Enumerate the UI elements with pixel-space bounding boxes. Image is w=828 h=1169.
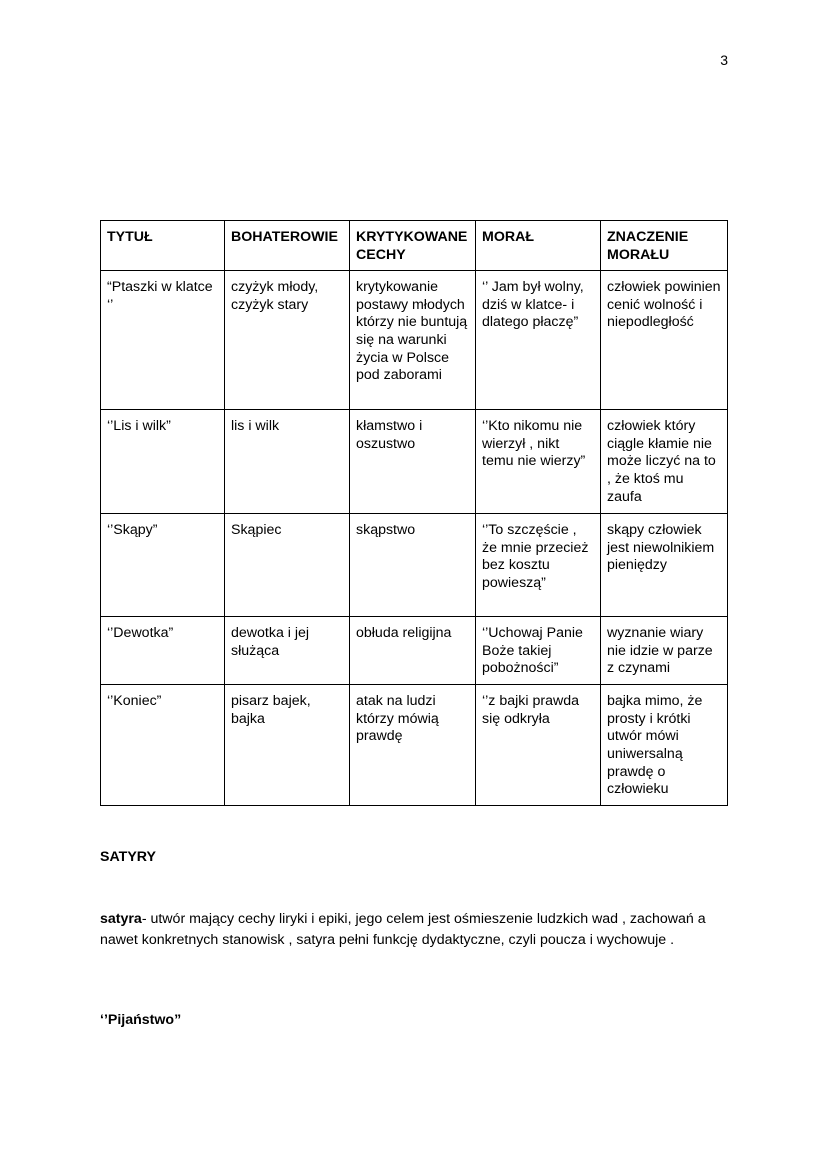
cell-title: ‘’Dewotka” <box>101 617 225 685</box>
cell-title: ‘’Skąpy” <box>101 514 225 617</box>
cell-moral-meaning: wyznanie wiary nie idzie w parze z czynami <box>601 617 728 685</box>
satire-title: ‘’Pijaństwo” <box>100 1012 182 1028</box>
header-title: TYTUŁ <box>101 221 225 271</box>
cell-criticized-traits: obłuda religijna <box>350 617 476 685</box>
definition-paragraph <box>100 909 740 951</box>
cell-moral: ‘’ Jam był wolny, dziś w klatce- i dlatego płaczę” <box>476 271 601 410</box>
table-row <box>101 271 728 410</box>
cell-moral: ‘’Kto nikomu nie wierzył , nikt temu nie wierzy” <box>476 410 601 514</box>
cell-characters: dewotka i jej służąca <box>225 617 350 685</box>
cell-moral: ‘’To szczęście , że mnie przecież bez kosztu powieszą” <box>476 514 601 617</box>
cell-criticized-traits: atak na ludzi którzy mówią prawdę <box>350 685 476 806</box>
definition-text: - utwór mający cechy liryki i epiki, jego celem jest ośmieszenie ludzkich wad , zachowań a nawet konkretnych stanowisk , satyra pełni funkcję dydaktyczne, czyli poucza i wychowuje . <box>100 911 706 948</box>
cell-characters: pisarz bajek, bajka <box>225 685 350 806</box>
cell-criticized-traits: krytykowanie postawy młodych którzy nie buntują się na warunki życia w Polsce pod zaborami <box>350 271 476 410</box>
table-row <box>101 410 728 514</box>
cell-moral: ‘’Uchowaj Panie Boże takiej pobożności” <box>476 617 601 685</box>
cell-characters: czyżyk młody, czyżyk stary <box>225 271 350 410</box>
cell-characters: lis i wilk <box>225 410 350 514</box>
header-criticized-traits: KRYTYKOWANE CECHY <box>350 221 476 271</box>
fables-table <box>100 220 728 806</box>
table-header-row <box>101 221 728 271</box>
cell-moral-meaning: skąpy człowiek jest niewolnikiem pieniędzy <box>601 514 728 617</box>
header-characters: BOHATEROWIE <box>225 221 350 271</box>
table-row <box>101 514 728 617</box>
table-row <box>101 685 728 806</box>
page-number: 3 <box>720 52 728 68</box>
cell-title: ‘’Koniec” <box>101 685 225 806</box>
header-moral: MORAŁ <box>476 221 601 271</box>
cell-title: “Ptaszki w klatce ‘’ <box>101 271 225 410</box>
table-row <box>101 617 728 685</box>
cell-title: ‘’Lis i wilk” <box>101 410 225 514</box>
cell-criticized-traits: skąpstwo <box>350 514 476 617</box>
cell-moral-meaning: bajka mimo, że prosty i krótki utwór mówi uniwersalną prawdę o człowieku <box>601 685 728 806</box>
header-moral-meaning: ZNACZENIE MORAŁU <box>601 221 728 271</box>
cell-characters: Skąpiec <box>225 514 350 617</box>
cell-moral: ‘’z bajki prawda się odkryła <box>476 685 601 806</box>
cell-moral-meaning: człowiek który ciągle kłamie nie może liczyć na to , że ktoś mu zaufa <box>601 410 728 514</box>
cell-moral-meaning: człowiek powinien cenić wolność i niepodległość <box>601 271 728 410</box>
cell-criticized-traits: kłamstwo i oszustwo <box>350 410 476 514</box>
section-heading: SATYRY <box>100 849 156 865</box>
definition-term: satyra <box>100 911 142 927</box>
